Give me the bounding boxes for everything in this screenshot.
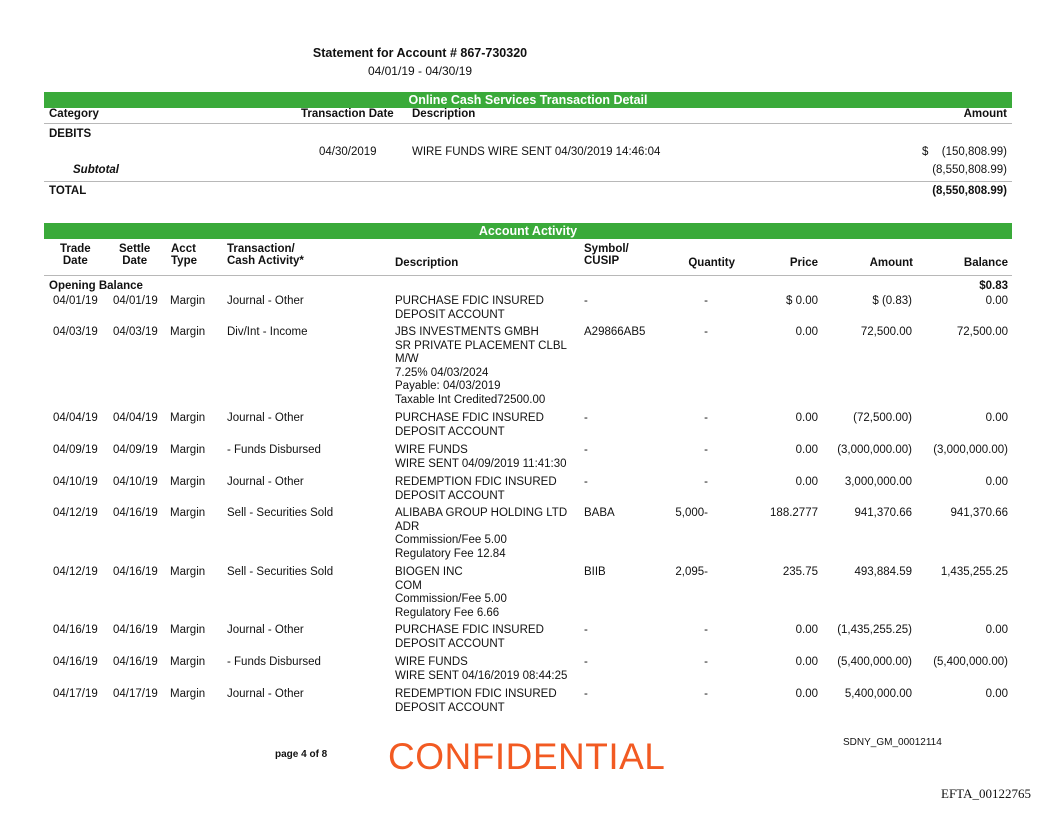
description-line: Regulatory Fee 12.84 (395, 547, 506, 560)
col-trade-date: Trade Date (60, 243, 91, 267)
cell-symbol: - (584, 688, 588, 700)
col-price: Price (789, 257, 818, 269)
col-settle-date: Settle Date (119, 243, 151, 267)
cell-balance: 0.00 (985, 688, 1008, 700)
cell-quantity: - (704, 476, 708, 488)
description-line: REDEMPTION FDIC INSURED (395, 688, 557, 700)
cell-symbol: - (584, 295, 588, 307)
ocs-total-label: TOTAL (49, 185, 87, 197)
activity-header-divider (44, 275, 1012, 276)
col-description: Description (395, 257, 459, 269)
ocs-debit-currency: $ (922, 146, 929, 158)
cell-symbol: - (584, 412, 588, 424)
cell-quantity: - (704, 295, 708, 307)
ocs-subtotal-label: Subtotal (73, 164, 119, 176)
cell-acct-type: Margin (170, 476, 206, 488)
cell-acct-type: Margin (170, 295, 206, 307)
description-line: BIOGEN INC (395, 566, 463, 578)
cell-description (395, 688, 557, 715)
cell-trade-date: 04/16/19 (53, 624, 98, 636)
description-line: 7.25% 04/03/2024 (395, 366, 489, 379)
cell-description (395, 476, 557, 503)
cell-amount: (72,500.00) (853, 412, 912, 424)
description-line: PURCHASE FDIC INSURED (395, 295, 544, 307)
cell-trade-date: 04/03/19 (53, 326, 98, 338)
cell-trade-date: 04/17/19 (53, 688, 98, 700)
cell-quantity: - (704, 444, 708, 456)
description-line: M/W (395, 353, 419, 365)
description-line: REDEMPTION FDIC INSURED (395, 476, 557, 488)
cell-symbol: - (584, 624, 588, 636)
cell-amount: (1,435,255.25) (837, 624, 912, 636)
cell-price: 0.00 (795, 412, 818, 424)
ocs-total-amount: (8,550,808.99) (932, 185, 1007, 197)
cell-amount: 5,400,000.00 (844, 688, 912, 700)
cell-amount: 3,000,000.00 (844, 476, 912, 488)
cell-symbol: BIIB (584, 566, 606, 578)
cell-balance: 0.00 (985, 295, 1008, 307)
cell-transaction: Sell - Securities Sold (227, 566, 334, 578)
cell-balance: 0.00 (985, 412, 1008, 424)
cell-symbol: A29866AB5 (584, 326, 646, 338)
cell-transaction: Div/Int - Income (227, 326, 308, 338)
cell-amount: $ (0.83) (872, 295, 912, 307)
cell-acct-type: Margin (170, 326, 206, 338)
cell-description (395, 326, 567, 407)
ocs-debits-label: DEBITS (49, 128, 92, 140)
cell-quantity: 2,095- (675, 566, 708, 578)
statement-title: Statement for Account # 867-730320 (312, 46, 528, 60)
cell-transaction: Journal - Other (227, 688, 304, 700)
ocs-header-divider (44, 123, 1012, 124)
cell-transaction: - Funds Disbursed (227, 656, 321, 668)
col-acct-type: Acct Type (171, 243, 197, 267)
description-line: ALIBABA GROUP HOLDING LTD (395, 507, 568, 519)
cell-amount: (5,400,000.00) (837, 656, 912, 668)
cell-amount: 493,884.59 (854, 566, 912, 578)
description-line: Taxable Int Credited72500.00 (395, 393, 546, 406)
cell-balance: 0.00 (985, 624, 1008, 636)
cell-balance: (5,400,000.00) (933, 656, 1008, 668)
cell-description (395, 295, 544, 322)
bates-number: SDNY_GM_00012114 (843, 737, 942, 748)
cell-acct-type: Margin (170, 624, 206, 636)
cell-settle-date: 04/04/19 (113, 412, 158, 424)
ocs-debit-date: 04/30/2019 (319, 146, 377, 158)
cell-transaction: Journal - Other (227, 412, 304, 424)
cell-trade-date: 04/16/19 (53, 656, 98, 668)
cell-price: $ 0.00 (786, 295, 818, 307)
cell-acct-type: Margin (170, 507, 206, 519)
cell-acct-type: Margin (170, 566, 206, 578)
cell-settle-date: 04/09/19 (113, 444, 158, 456)
cell-description (395, 507, 567, 561)
cell-transaction: - Funds Disbursed (227, 444, 321, 456)
cell-description (395, 566, 507, 620)
cell-transaction: Journal - Other (227, 476, 304, 488)
cell-price: 0.00 (795, 326, 818, 338)
cell-settle-date: 04/16/19 (113, 507, 158, 519)
col-transaction: Transaction/ Cash Activity* (227, 243, 304, 267)
col-quantity: Quantity (688, 257, 735, 269)
cell-price: 0.00 (795, 688, 818, 700)
description-line: PURCHASE FDIC INSURED (395, 624, 544, 636)
page-number: page 4 of 8 (275, 749, 328, 760)
cell-quantity: - (704, 326, 708, 338)
cell-price: 0.00 (795, 444, 818, 456)
cell-description (395, 444, 567, 471)
description-line: DEPOSIT ACCOUNT (395, 489, 505, 502)
cell-acct-type: Margin (170, 444, 206, 456)
cell-quantity: 5,000- (675, 507, 708, 519)
cell-settle-date: 04/10/19 (113, 476, 158, 488)
description-line: DEPOSIT ACCOUNT (395, 308, 505, 321)
cell-symbol: BABA (584, 507, 615, 519)
cell-quantity: - (704, 412, 708, 424)
description-line: WIRE SENT 04/09/2019 11:41:30 (395, 457, 567, 470)
cell-symbol: - (584, 656, 588, 668)
statement-period: 04/01/19 - 04/30/19 (367, 64, 473, 78)
description-line: WIRE FUNDS (395, 444, 468, 456)
ocs-col-amount: Amount (963, 108, 1007, 120)
description-line: SR PRIVATE PLACEMENT CLBL (395, 339, 567, 352)
description-line: DEPOSIT ACCOUNT (395, 425, 505, 438)
cell-amount: 72,500.00 (860, 326, 912, 338)
ocs-col-transaction-date: Transaction Date (301, 108, 394, 120)
col-symbol: Symbol/ CUSIP (584, 243, 629, 267)
opening-balance-label: Opening Balance (49, 280, 143, 292)
cell-description (395, 624, 544, 651)
cell-trade-date: 04/04/19 (53, 412, 98, 424)
activity-banner: Account Activity (44, 223, 1012, 239)
cell-transaction: Journal - Other (227, 624, 304, 636)
cell-price: 0.00 (795, 656, 818, 668)
col-amount: Amount (869, 257, 913, 269)
cell-amount: 941,370.66 (854, 507, 912, 519)
ocs-debit-description: WIRE FUNDS WIRE SENT 04/30/2019 14:46:04 (412, 146, 661, 158)
cell-description (395, 412, 544, 439)
description-line: PURCHASE FDIC INSURED (395, 412, 544, 424)
description-line: Payable: 04/03/2019 (395, 380, 501, 392)
cell-settle-date: 04/16/19 (113, 656, 158, 668)
cell-balance: 72,500.00 (956, 326, 1008, 338)
efta-number: EFTA_00122765 (941, 786, 1031, 801)
cell-settle-date: 04/01/19 (113, 295, 158, 307)
cell-balance: 1,435,255.25 (940, 566, 1008, 578)
description-line: WIRE SENT 04/16/2019 08:44:25 (395, 669, 568, 682)
description-line: Commission/Fee 5.00 (395, 534, 507, 546)
cell-balance: 941,370.66 (950, 507, 1008, 519)
description-line: DEPOSIT ACCOUNT (395, 701, 505, 714)
cell-quantity: - (704, 624, 708, 636)
cell-symbol: - (584, 476, 588, 488)
cell-acct-type: Margin (170, 412, 206, 424)
cell-quantity: - (704, 688, 708, 700)
cell-trade-date: 04/12/19 (53, 507, 98, 519)
description-line: DEPOSIT ACCOUNT (395, 637, 505, 650)
cell-description (395, 656, 567, 683)
cell-price: 0.00 (795, 476, 818, 488)
cell-settle-date: 04/17/19 (113, 688, 158, 700)
cell-settle-date: 04/03/19 (113, 326, 158, 338)
cell-trade-date: 04/01/19 (53, 295, 98, 307)
description-line: ADR (395, 520, 420, 533)
cell-quantity: - (704, 656, 708, 668)
cell-price: 0.00 (795, 624, 818, 636)
cell-trade-date: 04/12/19 (53, 566, 98, 578)
description-line: Regulatory Fee 6.66 (395, 606, 500, 619)
ocs-col-description: Description (412, 108, 476, 120)
cell-balance: (3,000,000.00) (933, 444, 1008, 456)
ocs-subtotal-amount: (8,550,808.99) (932, 164, 1007, 176)
ocs-debit-amount: (150,808.99) (941, 146, 1007, 158)
cell-transaction: Sell - Securities Sold (227, 507, 334, 519)
cell-trade-date: 04/10/19 (53, 476, 98, 488)
description-line: WIRE FUNDS (395, 656, 468, 668)
cell-trade-date: 04/09/19 (53, 444, 98, 456)
cell-settle-date: 04/16/19 (113, 624, 158, 636)
description-line: COM (395, 579, 422, 592)
cell-amount: (3,000,000.00) (837, 444, 912, 456)
confidential-stamp: CONFIDENTIAL (388, 736, 666, 777)
cell-acct-type: Margin (170, 688, 206, 700)
description-line: JBS INVESTMENTS GMBH (395, 326, 539, 338)
cell-acct-type: Margin (170, 656, 206, 668)
cell-symbol: - (584, 444, 588, 456)
ocs-col-category: Category (49, 108, 99, 120)
cell-price: 188.2777 (770, 507, 818, 519)
col-balance: Balance (963, 257, 1008, 269)
ocs-banner: Online Cash Services Transaction Detail (44, 92, 1012, 108)
cell-price: 235.75 (782, 566, 818, 578)
cell-settle-date: 04/16/19 (113, 566, 158, 578)
ocs-total-divider (44, 181, 1012, 182)
cell-transaction: Journal - Other (227, 295, 304, 307)
opening-balance-value: $0.83 (979, 280, 1008, 292)
cell-balance: 0.00 (985, 476, 1008, 488)
description-line: Commission/Fee 5.00 (395, 593, 507, 605)
